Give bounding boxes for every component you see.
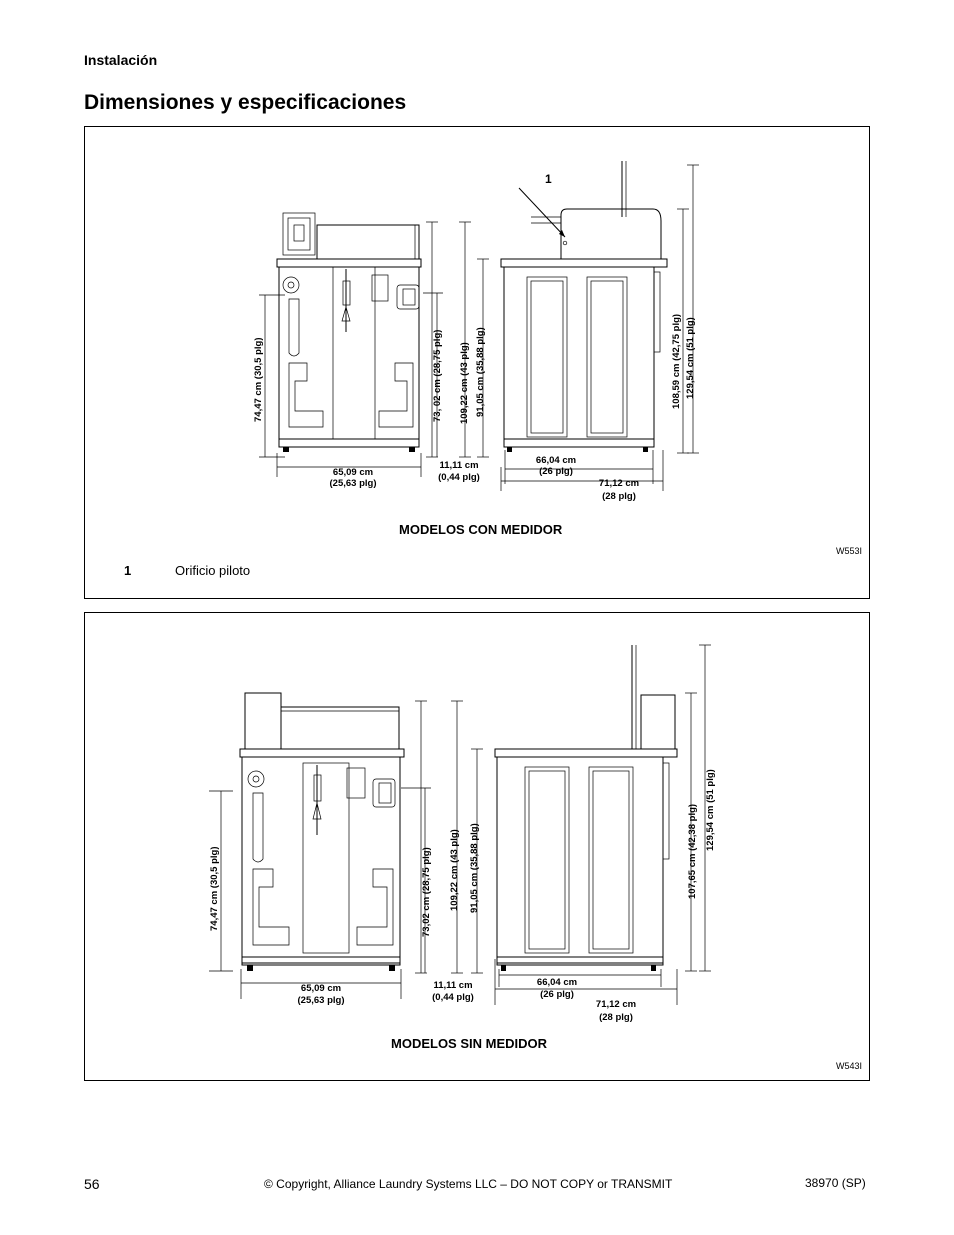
side-dimension-lines: [495, 645, 711, 1005]
dim-depth71-cm: 71,12 cm: [595, 999, 637, 1010]
front-dimension-lines: [209, 701, 483, 999]
dim-depth71-cm: 71,12 cm: [598, 478, 640, 489]
legend-text: Orificio piloto: [175, 563, 251, 578]
dim-height-front: 74,47 cm (30,5 plg): [209, 846, 220, 931]
unmetered-diagram: [85, 613, 871, 1082]
page-title: Dimensiones y especificaciones: [84, 91, 407, 114]
figure-code: W543I: [836, 1061, 863, 1071]
dim-h109: 109,22 cm (43 plg): [449, 829, 460, 911]
dim-h73: 73, 02 cm (28,75 plg): [432, 329, 443, 422]
dim-h108: 108,59 cm (42,75 plg): [671, 313, 682, 409]
figure-title: MODELOS CON MEDIDOR: [399, 522, 563, 537]
dim-depth71-in: (28 plg): [602, 491, 636, 502]
dim-width-front-in: (25,63 plg): [297, 995, 345, 1006]
dim-h129: 129,54 cm (51 plg): [685, 317, 696, 399]
dim-gap-in: (0,44 plg): [438, 472, 480, 483]
callout-number: 1: [545, 172, 552, 186]
figure-title: MODELOS SIN MEDIDOR: [391, 1036, 548, 1051]
side-view-washer: [495, 645, 677, 971]
dim-depth66-cm: 66,04 cm: [535, 455, 577, 466]
dim-h109: 109,22 cm (43 plg): [459, 342, 470, 424]
dim-height-front: 74,47 cm (30,5 plg): [253, 337, 264, 422]
dim-depth66-in: (26 plg): [540, 989, 574, 1000]
page-number: 56: [84, 1176, 100, 1192]
dim-h73: 73,02 cm (28,75 plg): [421, 847, 432, 937]
dim-width-front-cm: 65,09 cm: [332, 467, 374, 478]
figure-code: W553I: [836, 546, 863, 556]
dim-h107: 107,65 cm (42,38 plg): [687, 803, 698, 899]
dim-width-front-in: (25,63 plg): [329, 478, 377, 489]
dim-gap-cm: 11,11 cm: [433, 980, 473, 991]
figure-metered-panel: [84, 126, 870, 599]
dim-h91: 91,05 cm (35,88 plg): [469, 823, 480, 913]
section-label: Instalación: [84, 52, 158, 68]
dim-depth66-cm: 66,04 cm: [536, 977, 578, 988]
document-code: 38970 (SP): [805, 1176, 866, 1190]
dim-h91: 91,05 cm (35,88 plg): [475, 327, 486, 417]
front-view-washer: [277, 213, 421, 452]
dim-width-front-cm: 65,09 cm: [300, 983, 342, 994]
dim-depth71-in: (28 plg): [599, 1012, 633, 1023]
legend-number: 1: [124, 563, 132, 578]
dim-depth66-in: (26 plg): [539, 466, 573, 477]
figure-unmetered-panel: [84, 612, 870, 1081]
front-view-washer: [240, 693, 404, 971]
side-view-washer: [501, 161, 667, 452]
dim-h129: 129,54 cm (51 plg): [705, 769, 716, 851]
footer-copyright: © Copyright, Alliance Laundry Systems LLC – DO NOT COPY or TRANSMIT: [264, 1177, 673, 1191]
dim-gap-cm: 11,11 cm: [439, 460, 479, 471]
dim-gap-in: (0,44 plg): [432, 992, 474, 1003]
